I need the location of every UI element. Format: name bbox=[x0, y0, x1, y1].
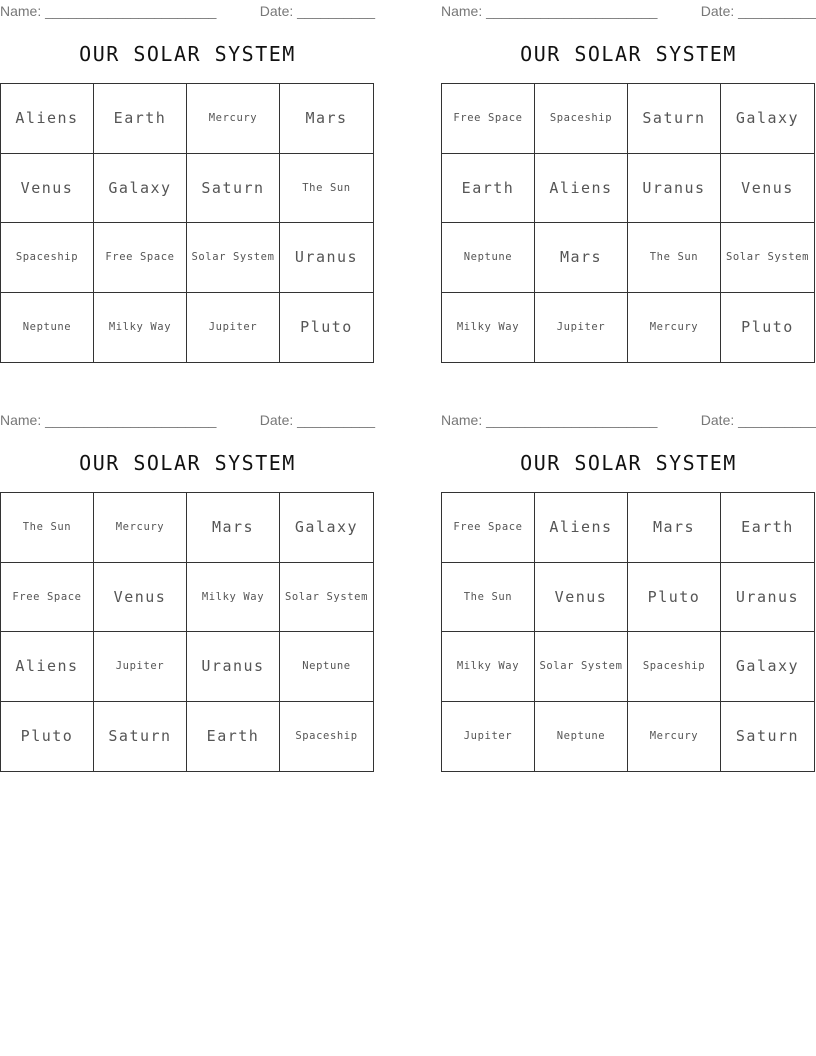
bingo-grid bbox=[441, 83, 815, 363]
header-line bbox=[0, 0, 375, 22]
bingo-cell: Jupiter bbox=[94, 632, 187, 702]
bingo-cell: Spaceship bbox=[1, 223, 94, 293]
bingo-cell: Venus bbox=[1, 154, 94, 224]
bingo-cell: Earth bbox=[721, 493, 814, 563]
bingo-cell: Aliens bbox=[535, 154, 628, 224]
bingo-cell: Earth bbox=[187, 702, 280, 772]
bingo-cell: Solar System bbox=[187, 223, 280, 293]
bingo-cell: Venus bbox=[94, 563, 187, 633]
bingo-cell: The Sun bbox=[280, 154, 373, 224]
bingo-cell: Aliens bbox=[1, 84, 94, 154]
bingo-cell: Earth bbox=[442, 154, 535, 224]
bingo-cell: Jupiter bbox=[535, 293, 628, 363]
bingo-cell: Spaceship bbox=[295, 730, 358, 743]
bingo-cell: Pluto bbox=[300, 318, 353, 337]
name-field-label: Name: ______________________ bbox=[441, 412, 658, 428]
bingo-card bbox=[441, 409, 816, 781]
bingo-cell: Spaceship bbox=[628, 632, 721, 702]
bingo-cell: Free Space bbox=[94, 223, 187, 293]
bingo-cell: Free Space bbox=[1, 563, 94, 633]
bingo-cell: Aliens bbox=[1, 632, 94, 702]
bingo-cell: Galaxy bbox=[94, 154, 187, 224]
bingo-cell: Solar System bbox=[721, 223, 814, 293]
bingo-cell: Mars bbox=[187, 493, 280, 563]
bingo-cell: Milky Way bbox=[94, 293, 187, 363]
bingo-cell: Milky Way bbox=[187, 563, 280, 633]
bingo-cell: Mars bbox=[628, 493, 721, 563]
bingo-cell: Mars bbox=[535, 223, 628, 293]
bingo-cell: Pluto bbox=[628, 563, 721, 633]
header-line bbox=[441, 0, 816, 22]
bingo-cell: Uranus bbox=[721, 563, 814, 633]
bingo-cell: Earth bbox=[94, 84, 187, 154]
card-title: OUR SOLAR SYSTEM bbox=[520, 42, 737, 66]
bingo-cell: Mercury bbox=[94, 493, 187, 563]
bingo-cell: Neptune bbox=[535, 702, 628, 772]
bingo-cell: Jupiter bbox=[187, 293, 280, 363]
bingo-grid bbox=[441, 492, 815, 772]
bingo-cell: Venus bbox=[535, 563, 628, 633]
bingo-cell: Galaxy bbox=[280, 493, 373, 563]
bingo-cell: Solar System bbox=[280, 563, 373, 633]
bingo-cell: Neptune bbox=[280, 632, 373, 702]
bingo-cell: Milky Way bbox=[442, 632, 535, 702]
bingo-card bbox=[0, 409, 375, 781]
bingo-cell: Neptune bbox=[1, 293, 94, 363]
date-field-label: Date: __________ bbox=[259, 412, 375, 428]
header-line bbox=[441, 409, 816, 431]
bingo-grid bbox=[0, 83, 374, 363]
date-field-label: Date: __________ bbox=[700, 412, 816, 428]
bingo-cell: Mercury bbox=[187, 84, 280, 154]
bingo-cell: Free Space bbox=[442, 493, 535, 563]
bingo-cell: Pluto bbox=[741, 318, 794, 337]
bingo-cell: Solar System bbox=[535, 632, 628, 702]
bingo-cell: The Sun bbox=[628, 223, 721, 293]
bingo-cell: Saturn bbox=[735, 727, 800, 746]
name-field-label: Name: ______________________ bbox=[441, 3, 658, 19]
name-field-label: Name: ______________________ bbox=[0, 412, 217, 428]
bingo-cell: Mercury bbox=[628, 702, 721, 772]
card-title: OUR SOLAR SYSTEM bbox=[520, 451, 737, 475]
name-field-label: Name: ______________________ bbox=[0, 3, 217, 19]
bingo-cell: Jupiter bbox=[442, 702, 535, 772]
bingo-card bbox=[0, 0, 375, 372]
bingo-cell: Saturn bbox=[628, 84, 721, 154]
bingo-cell: Uranus bbox=[628, 154, 721, 224]
bingo-cell: Milky Way bbox=[442, 293, 535, 363]
header-line bbox=[0, 409, 375, 431]
bingo-cell: Free Space bbox=[442, 84, 535, 154]
bingo-cell: Saturn bbox=[94, 702, 187, 772]
bingo-cell: The Sun bbox=[1, 493, 94, 563]
bingo-cell: Uranus bbox=[187, 632, 280, 702]
bingo-cell: Mars bbox=[280, 84, 373, 154]
bingo-cell: Mercury bbox=[628, 293, 721, 363]
bingo-cell: The Sun bbox=[442, 563, 535, 633]
bingo-cell: Galaxy bbox=[721, 632, 814, 702]
bingo-cell: Galaxy bbox=[721, 84, 814, 154]
bingo-cell: Saturn bbox=[187, 154, 280, 224]
bingo-cell: Pluto bbox=[1, 702, 94, 772]
card-title: OUR SOLAR SYSTEM bbox=[79, 451, 296, 475]
bingo-cell: Venus bbox=[721, 154, 814, 224]
bingo-grid bbox=[0, 492, 374, 772]
date-field-label: Date: __________ bbox=[700, 3, 816, 19]
bingo-cell: Uranus bbox=[280, 223, 373, 293]
card-title: OUR SOLAR SYSTEM bbox=[79, 42, 296, 66]
bingo-cell: Aliens bbox=[535, 493, 628, 563]
bingo-card bbox=[441, 0, 816, 372]
date-field-label: Date: __________ bbox=[259, 3, 375, 19]
bingo-cell: Spaceship bbox=[535, 84, 628, 154]
bingo-cell: Neptune bbox=[442, 223, 535, 293]
